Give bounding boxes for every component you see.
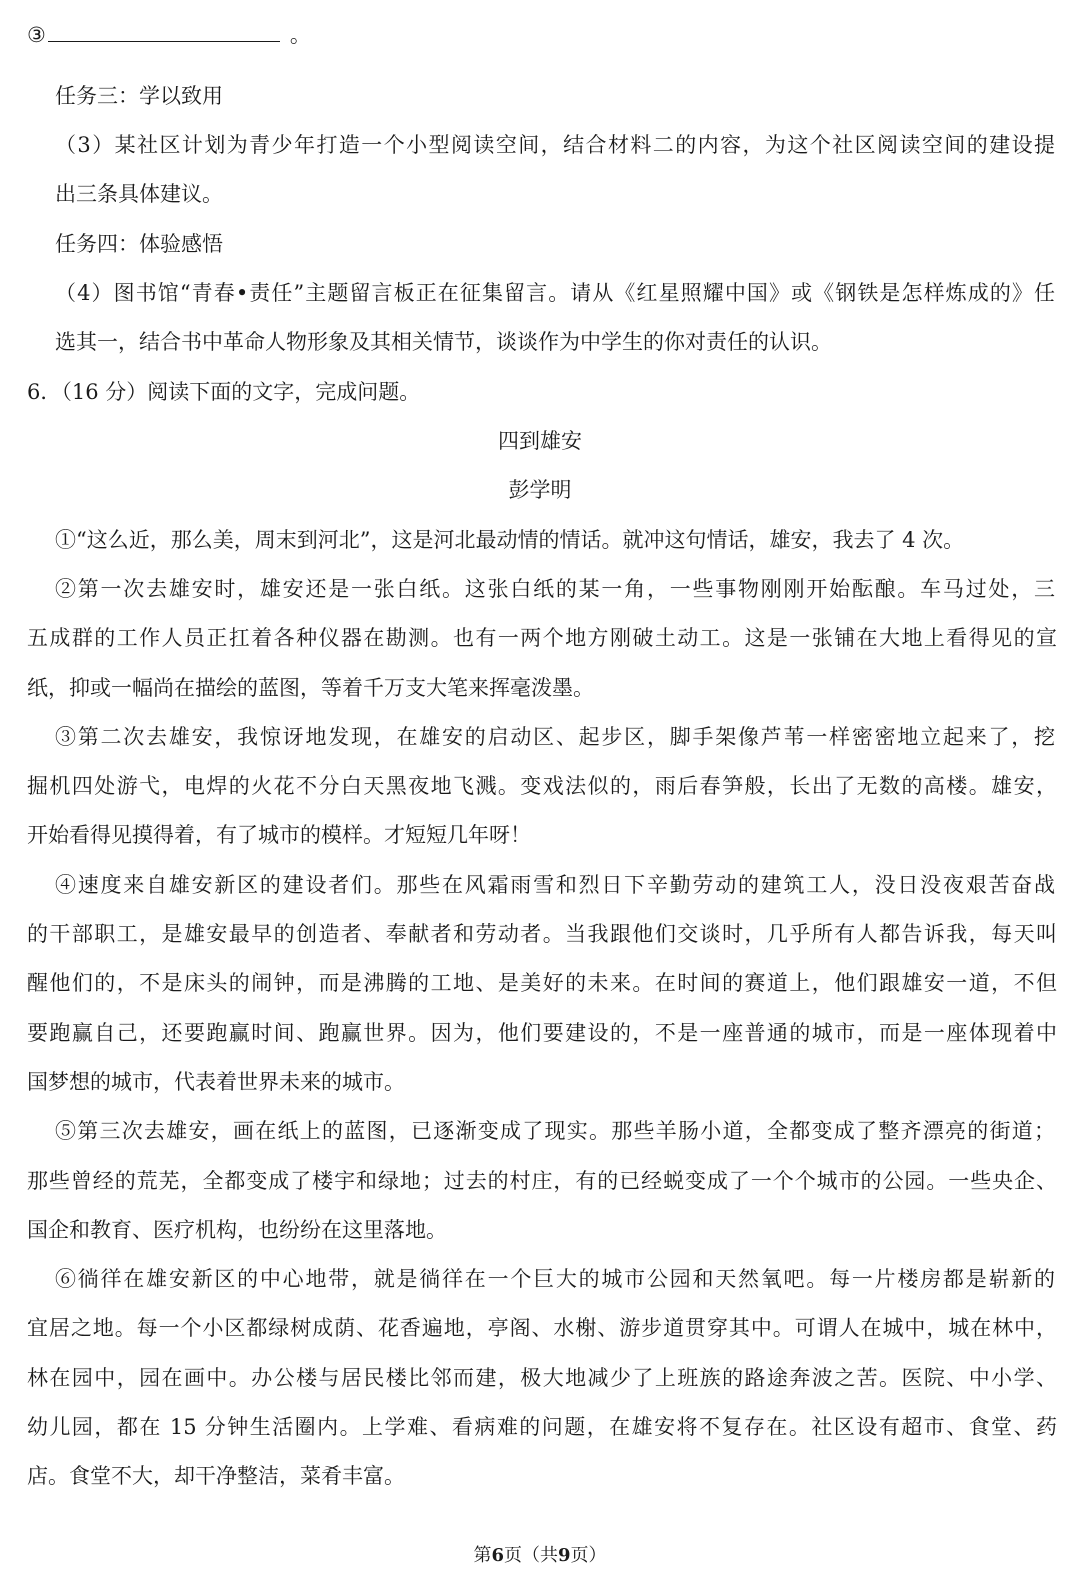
paragraph-4-line-3: 醒他们的，不是床头的闹钟，而是沸腾的工地、是美好的未来。在时间的赛道上，他们跟雄安一道，不但 [27,971,1057,995]
paragraph-2-line-1: ②第一次去雄安时，雄安还是一张白纸。这张白纸的某一角，一些事物刚刚开始酝酿。车马过处，三 [55,577,1055,601]
page-footer [0,1541,1080,1571]
footer-prefix: 第 [473,1545,492,1566]
paragraph-5-line-3: 国企和教育、医疗机构，也纷纷在这里落地。 [27,1218,447,1242]
article-title: 四到雄安 [498,429,582,453]
paragraph-2-line-3: 纸，抑或一幅尚在描绘的蓝图，等着千万支大笔来挥毫泼墨。 [27,676,594,700]
q4-line-2: 选其一，结合书中革命人物形象及其相关情节，谈谈作为中学生的你对责任的认识。 [55,330,832,354]
paragraph-6-line-5: 店。食堂不大，却干净整洁，菜肴丰富。 [27,1464,405,1488]
q3-line-1: （3）某社区计划为青少年打造一个小型阅读空间，结合材料二的内容，为这个社区阅读空间的建设提 [55,133,1055,157]
answer-marker: ③ [27,23,46,47]
paragraph-6-line-4: 幼儿园，都在 15 分钟生活圈内。上学难、看病难的问题，在雄安将不复存在。社区设有超市、食堂、药 [27,1415,1057,1439]
answer-end: 。 [289,23,311,47]
paragraph-6-line-1: ⑥徜徉在雄安新区的中心地带，就是徜徉在一个巨大的城市公园和天然氧吧。每一片楼房都是崭新的 [55,1267,1055,1291]
paragraph-6-line-2: 宜居之地。每一个小区都绿树成荫、花香遍地，亭阁、水榭、游步道贯穿其中。可谓人在城中，城在林中， [27,1316,1057,1340]
answer-blank[interactable] [48,21,280,42]
answer-line-3 [27,20,1057,50]
paragraph-6-line-3: 林在园中，园在画中。办公楼与居民楼比邻而建，极大地减少了上班族的路途奔波之苦。医院、中小学、 [27,1366,1057,1390]
paragraph-5-line-1: ⑤第三次去雄安，画在纸上的蓝图，已逐渐变成了现实。那些羊肠小道，全都变成了整齐漂亮的街道； [55,1119,1055,1143]
paragraph-4-line-4: 要跑赢自己，还要跑赢时间、跑赢世界。因为，他们要建设的，不是一座普通的城市，而是一座体现着中 [27,1021,1057,1045]
paragraph-1-line-1: ①“这么近，那么美，周末到河北”，这是河北最动情的情话。就冲这句情话，雄安，我去了 4 次。 [55,528,965,552]
paragraph-4-line-1: ④速度来自雄安新区的建设者们。那些在风霜雨雪和烈日下辛勤劳动的建筑工人，没日没夜艰苦奋战 [55,873,1055,897]
footer-total-pages: 9 [558,1545,571,1566]
footer-middle: 页（共 [504,1545,558,1566]
paragraph-5-line-2: 那些曾经的荒芜，全都变成了楼宇和绿地；过去的村庄，有的已经蜕变成了一个个城市的公园。一些央企、 [27,1169,1057,1193]
question6-intro: 6．（16 分）阅读下面的文字，完成问题。 [27,380,421,404]
paragraph-3-line-1: ③第二次去雄安，我惊讶地发现，在雄安的启动区、起步区，脚手架像芦苇一样密密地立起来了，挖 [55,725,1055,749]
task4-heading: 任务四：体验感悟 [55,232,223,256]
task3-heading: 任务三：学以致用 [55,84,223,108]
q4-line-1: （4）图书馆“青春•责任”主题留言板正在征集留言。请从《红星照耀中国》或《钢铁是怎样炼成的》任 [55,281,1055,305]
paragraph-4-line-2: 的干部职工，是雄安最早的创造者、奉献者和劳动者。当我跟他们交谈时，几乎所有人都告诉我，每天叫 [27,922,1057,946]
footer-suffix: 页） [570,1545,607,1566]
article-author: 彭学明 [508,478,572,502]
paragraph-3-line-2: 掘机四处游弋，电焊的火花不分白天黑夜地飞溅。变戏法似的，雨后春笋般，长出了无数的高楼。雄安， [27,774,1057,798]
paragraph-3-line-3: 开始看得见摸得着，有了城市的模样。才短短几年呀！ [27,823,531,847]
q3-line-2: 出三条具体建议。 [55,182,223,206]
paragraph-2-line-2: 五成群的工作人员正扛着各种仪器在勘测。也有一两个地方刚破土动工。这是一张铺在大地上看得见的宣 [27,626,1057,650]
footer-page-number: 6 [491,1545,504,1566]
paragraph-4-line-5: 国梦想的城市，代表着世界未来的城市。 [27,1070,405,1094]
